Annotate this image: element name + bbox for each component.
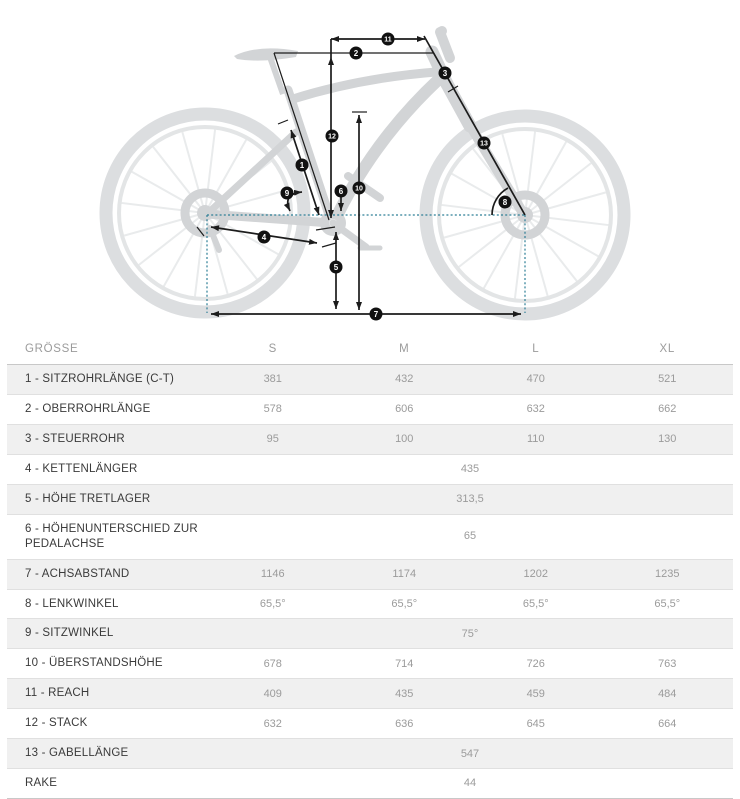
row-value: 1174 [339, 559, 471, 589]
row-value-merged: 547 [207, 739, 733, 769]
size-column-header: S [207, 332, 339, 365]
measurement-badge-6 [335, 185, 348, 198]
row-label: 1 - SITZROHRLÄNGE (C-T) [7, 365, 207, 395]
grip [437, 26, 447, 36]
row-value-merged: 313,5 [207, 484, 733, 514]
row-label: 10 - ÜBERSTANDSHÖHE [7, 649, 207, 679]
row-value: 1202 [470, 559, 602, 589]
row-value: 110 [470, 424, 602, 454]
table-row [7, 484, 733, 514]
measurement-badge-7 [370, 308, 383, 321]
svg-text:11: 11 [384, 36, 392, 44]
row-value: 65,5° [207, 589, 339, 619]
row-value: 578 [207, 394, 339, 424]
geometry-table-body [7, 365, 733, 799]
table-header-row [7, 332, 733, 365]
row-value: 645 [470, 709, 602, 739]
row-label: 6 - HÖHENUNTERSCHIED ZUR PEDALACHSE [7, 514, 207, 559]
bb-tick-lower [322, 243, 336, 247]
table-row [7, 365, 733, 395]
row-value: 459 [470, 679, 602, 709]
svg-text:9: 9 [284, 188, 290, 198]
table-row [7, 514, 733, 559]
measurement-badge-10 [353, 182, 366, 195]
table-row [7, 709, 733, 739]
steering-axis-line [424, 36, 525, 215]
row-value: 100 [339, 424, 471, 454]
row-label: 2 - OBERROHRLÄNGE [7, 394, 207, 424]
row-value: 726 [470, 649, 602, 679]
measurement-badge-1 [296, 159, 309, 172]
row-value: 1235 [602, 559, 734, 589]
svg-text:13: 13 [480, 140, 488, 148]
measurement-badge-9 [281, 187, 294, 200]
svg-text:3: 3 [442, 68, 448, 78]
row-value: 664 [602, 709, 734, 739]
row-label: 3 - STEUERROHR [7, 424, 207, 454]
table-row [7, 679, 733, 709]
row-value: 1146 [207, 559, 339, 589]
row-value: 632 [207, 709, 339, 739]
row-value: 65,5° [470, 589, 602, 619]
svg-text:8: 8 [502, 197, 508, 207]
row-value: 484 [602, 679, 734, 709]
row-label: 12 - STACK [7, 709, 207, 739]
bike-silhouette [106, 26, 624, 314]
measurement-badge-11 [382, 33, 395, 46]
size-column-header: L [470, 332, 602, 365]
svg-text:5: 5 [333, 262, 339, 272]
table-row [7, 619, 733, 649]
svg-text:7: 7 [373, 309, 379, 319]
row-value: 381 [207, 365, 339, 395]
saddle [234, 48, 298, 60]
row-value-merged: 44 [207, 769, 733, 799]
row-value-merged: 75° [207, 619, 733, 649]
row-value: 65,5° [602, 589, 734, 619]
row-value-merged: 435 [207, 454, 733, 484]
row-value: 95 [207, 424, 339, 454]
row-label: 11 - REACH [7, 679, 207, 709]
measurement-badge-5 [330, 261, 343, 274]
table-row [7, 589, 733, 619]
measurement-badge-4 [258, 231, 271, 244]
measurement-badge-13 [478, 137, 491, 150]
measurement-badge-2 [350, 47, 363, 60]
row-value: 714 [339, 649, 471, 679]
table-row [7, 394, 733, 424]
row-value: 470 [470, 365, 602, 395]
table-row [7, 424, 733, 454]
row-label: 9 - SITZWINKEL [7, 619, 207, 649]
row-label: 8 - LENKWINKEL [7, 589, 207, 619]
bike-geometry-diagram [0, 0, 740, 330]
seat-tube-tick [278, 120, 288, 124]
table-row [7, 739, 733, 769]
row-label: 5 - HÖHE TRETLAGER [7, 484, 207, 514]
size-header: GRÖSSE [7, 332, 207, 365]
row-value: 521 [602, 365, 734, 395]
measurement-badge-12 [326, 130, 339, 143]
svg-text:1: 1 [299, 160, 305, 170]
table-row [7, 559, 733, 589]
row-value: 409 [207, 679, 339, 709]
row-value: 678 [207, 649, 339, 679]
svg-text:4: 4 [261, 232, 267, 242]
geometry-table [7, 332, 733, 799]
row-value: 636 [339, 709, 471, 739]
row-value: 632 [470, 394, 602, 424]
row-value: 763 [602, 649, 734, 679]
row-label: 4 - KETTENLÄNGER [7, 454, 207, 484]
table-row [7, 454, 733, 484]
svg-text:2: 2 [353, 48, 359, 58]
svg-text:12: 12 [328, 133, 336, 141]
row-value: 130 [602, 424, 734, 454]
measurement-badge-8 [499, 196, 512, 209]
row-label: 7 - ACHSABSTAND [7, 559, 207, 589]
row-value: 662 [602, 394, 734, 424]
row-label: 13 - GABELLÄNGE [7, 739, 207, 769]
size-column-header: M [339, 332, 471, 365]
table-row [7, 649, 733, 679]
svg-text:6: 6 [338, 186, 344, 196]
row-value: 606 [339, 394, 471, 424]
svg-text:10: 10 [355, 185, 363, 193]
row-label: RAKE [7, 769, 207, 799]
geometry-diagram-svg [0, 0, 740, 330]
row-value: 435 [339, 679, 471, 709]
measurement-badge-3 [439, 67, 452, 80]
size-column-header: XL [602, 332, 734, 365]
row-value-merged: 65 [207, 514, 733, 559]
row-value: 432 [339, 365, 471, 395]
table-row [7, 769, 733, 799]
row-value: 65,5° [339, 589, 471, 619]
